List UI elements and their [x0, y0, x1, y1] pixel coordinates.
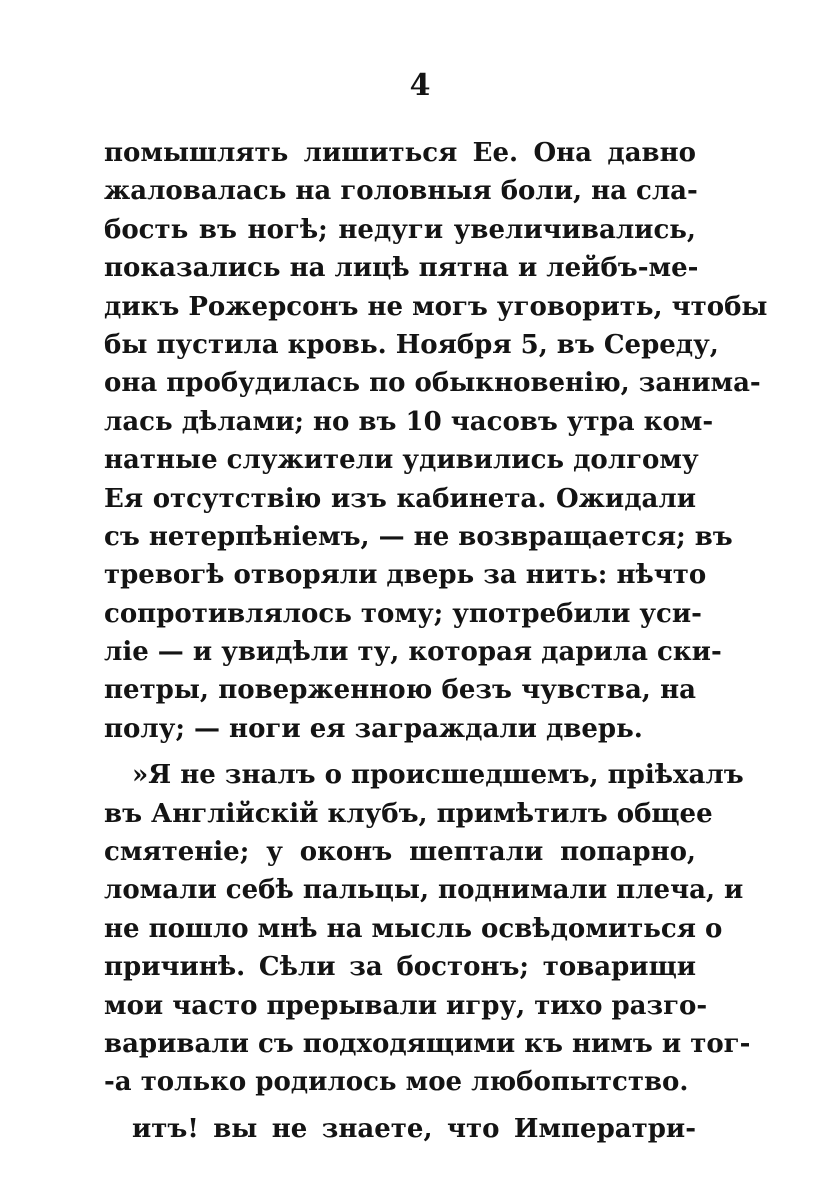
text-line: показались на лицѣ пятна и лейбъ-ме-: [104, 253, 699, 284]
text-line: смятеніе; у оконъ шептали попарно,: [104, 837, 696, 868]
text-line: не пошло мнѣ на мысль освѣдомиться о: [104, 913, 723, 944]
text-line: Ея отсутствію изъ кабинета. Ожидали: [104, 483, 696, 514]
text-line: ломали себѣ пальцы, поднимали плеча, и: [104, 875, 744, 906]
text-line: дикъ Рожерсонъ не могъ уговорить, чтобы: [104, 291, 768, 322]
text-line: варивали съ подходящими къ нимъ и тог-: [104, 1028, 751, 1059]
paragraph-2: [104, 756, 751, 1102]
text-line: съ нетерпѣніемъ, — не возвращается; въ: [104, 521, 733, 552]
body-text: [104, 134, 768, 1148]
text-line: помышлять лишиться Ее. Она давно: [104, 138, 696, 168]
text-line: -а только родилось мое любопытство.: [104, 1067, 689, 1098]
text-line: лась дѣлами; но въ 10 часовъ утра ком-: [104, 406, 714, 437]
text-line: петры, поверженною безъ чувства, на: [104, 675, 696, 706]
text-line: »Я не зналъ о происшедшемъ, пріѣхалъ: [132, 760, 744, 791]
text-line: бость въ ногѣ; недуги увеличивались,: [104, 214, 696, 245]
text-line: въ Англійскій клубъ, примѣтилъ общее: [104, 798, 713, 829]
text-line: она пробудилась по обыкновенію, занима-: [104, 368, 761, 399]
text-line: натные служители удивились долгому: [104, 445, 699, 476]
text-line: полу; — ноги ея заграждали дверь.: [104, 713, 643, 744]
text-line: сопротивлялось тому; употребили уси-: [104, 598, 702, 629]
paragraph-1: [104, 134, 768, 748]
text-line: жаловалась на головныя боли, на сла-: [104, 176, 698, 207]
text-line: причинѣ. Сѣли за бостонъ; товарищи: [104, 952, 696, 983]
paragraph-3: [104, 1110, 696, 1148]
text-line: тревогѣ отворяли дверь за нить: нѣчто: [104, 560, 707, 591]
text-line: итъ! вы не знаете, что Императри-: [132, 1113, 696, 1144]
page-number: 4: [409, 68, 431, 103]
text-line: бы пустила кровь. Ноября 5, въ Середу,: [104, 329, 719, 360]
text-line: ліе — и увидѣли ту, которая дарила ски-: [104, 637, 722, 668]
text-line: мои часто прерывали игру, тихо разго-: [104, 990, 708, 1021]
